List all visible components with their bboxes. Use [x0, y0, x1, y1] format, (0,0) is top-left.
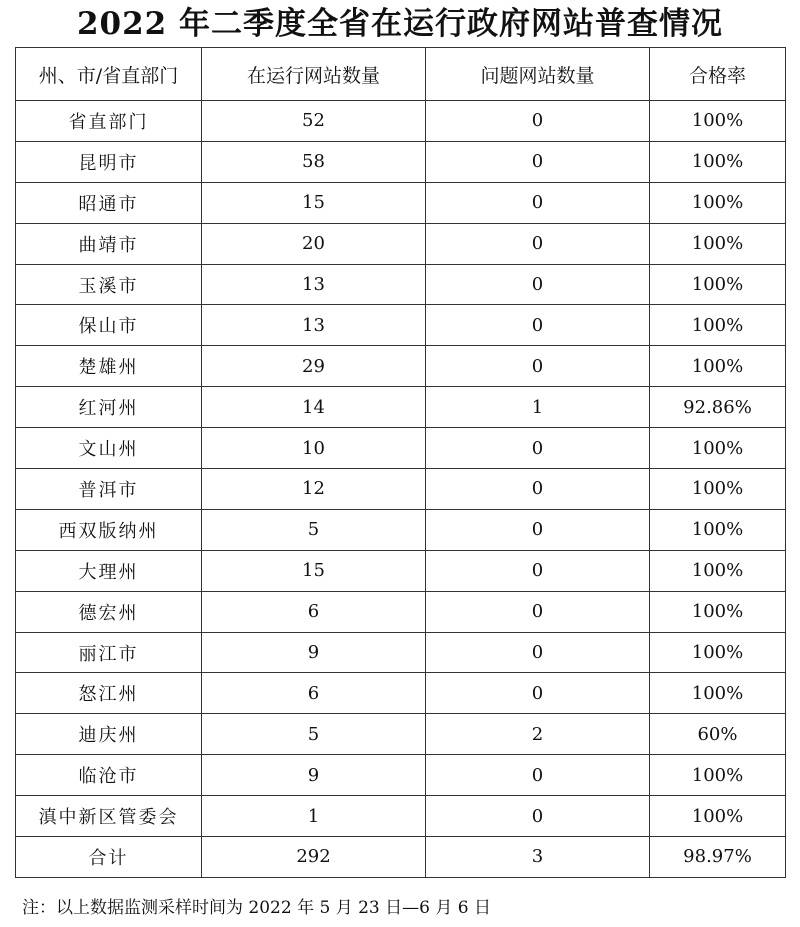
table-row — [16, 223, 786, 264]
cell-running-sites: 29 — [202, 346, 426, 387]
cell-pass-rate: 98.97% — [650, 837, 786, 878]
cell-pass-rate: 100% — [650, 264, 786, 305]
survey-table — [15, 47, 786, 878]
cell-problem-sites: 1 — [426, 387, 650, 428]
cell-problem-sites: 0 — [426, 428, 650, 469]
table-row — [16, 305, 786, 346]
cell-region: 德宏州 — [16, 591, 202, 632]
table-row — [16, 796, 786, 837]
cell-region: 省直部门 — [16, 101, 202, 142]
cell-region: 大理州 — [16, 550, 202, 591]
cell-region: 滇中新区管委会 — [16, 796, 202, 837]
cell-region: 西双版纳州 — [16, 509, 202, 550]
cell-running-sites: 14 — [202, 387, 426, 428]
cell-problem-sites: 0 — [426, 591, 650, 632]
cell-region: 丽江市 — [16, 632, 202, 673]
table-row — [16, 550, 786, 591]
cell-problem-sites: 0 — [426, 182, 650, 223]
cell-running-sites: 15 — [202, 182, 426, 223]
cell-running-sites: 15 — [202, 550, 426, 591]
cell-region: 昭通市 — [16, 182, 202, 223]
cell-region: 曲靖市 — [16, 223, 202, 264]
cell-region: 迪庆州 — [16, 714, 202, 755]
cell-problem-sites: 0 — [426, 673, 650, 714]
cell-problem-sites: 3 — [426, 837, 650, 878]
cell-pass-rate: 100% — [650, 346, 786, 387]
cell-problem-sites: 0 — [426, 632, 650, 673]
cell-running-sites: 12 — [202, 469, 426, 510]
cell-running-sites: 9 — [202, 755, 426, 796]
cell-running-sites: 13 — [202, 264, 426, 305]
page-title: 2022 年二季度全省在运行政府网站普查情况 — [76, 6, 724, 42]
cell-problem-sites: 0 — [426, 101, 650, 142]
cell-problem-sites: 0 — [426, 141, 650, 182]
header-running-sites: 在运行网站数量 — [202, 48, 426, 101]
cell-region: 红河州 — [16, 387, 202, 428]
cell-pass-rate: 100% — [650, 673, 786, 714]
cell-pass-rate: 100% — [650, 509, 786, 550]
header-region: 州、市/省直部门 — [16, 48, 202, 101]
cell-problem-sites: 0 — [426, 469, 650, 510]
cell-running-sites: 5 — [202, 714, 426, 755]
cell-pass-rate: 100% — [650, 796, 786, 837]
cell-problem-sites: 0 — [426, 346, 650, 387]
table-row — [16, 428, 786, 469]
cell-region: 合计 — [16, 837, 202, 878]
cell-running-sites: 52 — [202, 101, 426, 142]
cell-pass-rate: 100% — [650, 755, 786, 796]
cell-pass-rate: 100% — [650, 305, 786, 346]
cell-problem-sites: 0 — [426, 509, 650, 550]
table-row — [16, 591, 786, 632]
cell-running-sites: 20 — [202, 223, 426, 264]
cell-problem-sites: 0 — [426, 264, 650, 305]
cell-pass-rate: 92.86% — [650, 387, 786, 428]
table-row — [16, 673, 786, 714]
cell-running-sites: 6 — [202, 673, 426, 714]
cell-region: 昆明市 — [16, 141, 202, 182]
cell-pass-rate: 100% — [650, 591, 786, 632]
cell-running-sites: 9 — [202, 632, 426, 673]
cell-pass-rate: 100% — [650, 469, 786, 510]
cell-region: 临沧市 — [16, 755, 202, 796]
cell-pass-rate: 100% — [650, 550, 786, 591]
table-row — [16, 469, 786, 510]
cell-pass-rate: 100% — [650, 428, 786, 469]
cell-region: 保山市 — [16, 305, 202, 346]
header-problem-sites: 问题网站数量 — [426, 48, 650, 101]
cell-region: 玉溪市 — [16, 264, 202, 305]
cell-running-sites: 58 — [202, 141, 426, 182]
cell-running-sites: 5 — [202, 509, 426, 550]
cell-running-sites: 1 — [202, 796, 426, 837]
header-pass-rate: 合格率 — [650, 48, 786, 101]
cell-region: 楚雄州 — [16, 346, 202, 387]
cell-pass-rate: 100% — [650, 141, 786, 182]
header-row — [16, 48, 786, 101]
cell-problem-sites: 0 — [426, 755, 650, 796]
cell-pass-rate: 100% — [650, 182, 786, 223]
cell-running-sites: 10 — [202, 428, 426, 469]
cell-pass-rate: 60% — [650, 714, 786, 755]
cell-problem-sites: 0 — [426, 796, 650, 837]
table-row — [16, 755, 786, 796]
cell-pass-rate: 100% — [650, 632, 786, 673]
cell-region: 普洱市 — [16, 469, 202, 510]
table-row — [16, 837, 786, 878]
cell-problem-sites: 0 — [426, 305, 650, 346]
table-row — [16, 346, 786, 387]
cell-problem-sites: 0 — [426, 550, 650, 591]
table-body — [16, 101, 786, 878]
cell-problem-sites: 2 — [426, 714, 650, 755]
cell-pass-rate: 100% — [650, 101, 786, 142]
table-row — [16, 509, 786, 550]
table-row — [16, 714, 786, 755]
table-row — [16, 264, 786, 305]
table-row — [16, 141, 786, 182]
cell-region: 文山州 — [16, 428, 202, 469]
footnote: 注：以上数据监测采样时间为 2022 年 5 月 23 日—6 月 6 日 — [22, 898, 491, 918]
table-row — [16, 632, 786, 673]
cell-running-sites: 13 — [202, 305, 426, 346]
cell-running-sites: 6 — [202, 591, 426, 632]
table-row — [16, 101, 786, 142]
table-row — [16, 182, 786, 223]
cell-problem-sites: 0 — [426, 223, 650, 264]
table-row — [16, 387, 786, 428]
cell-running-sites: 292 — [202, 837, 426, 878]
cell-pass-rate: 100% — [650, 223, 786, 264]
cell-region: 怒江州 — [16, 673, 202, 714]
